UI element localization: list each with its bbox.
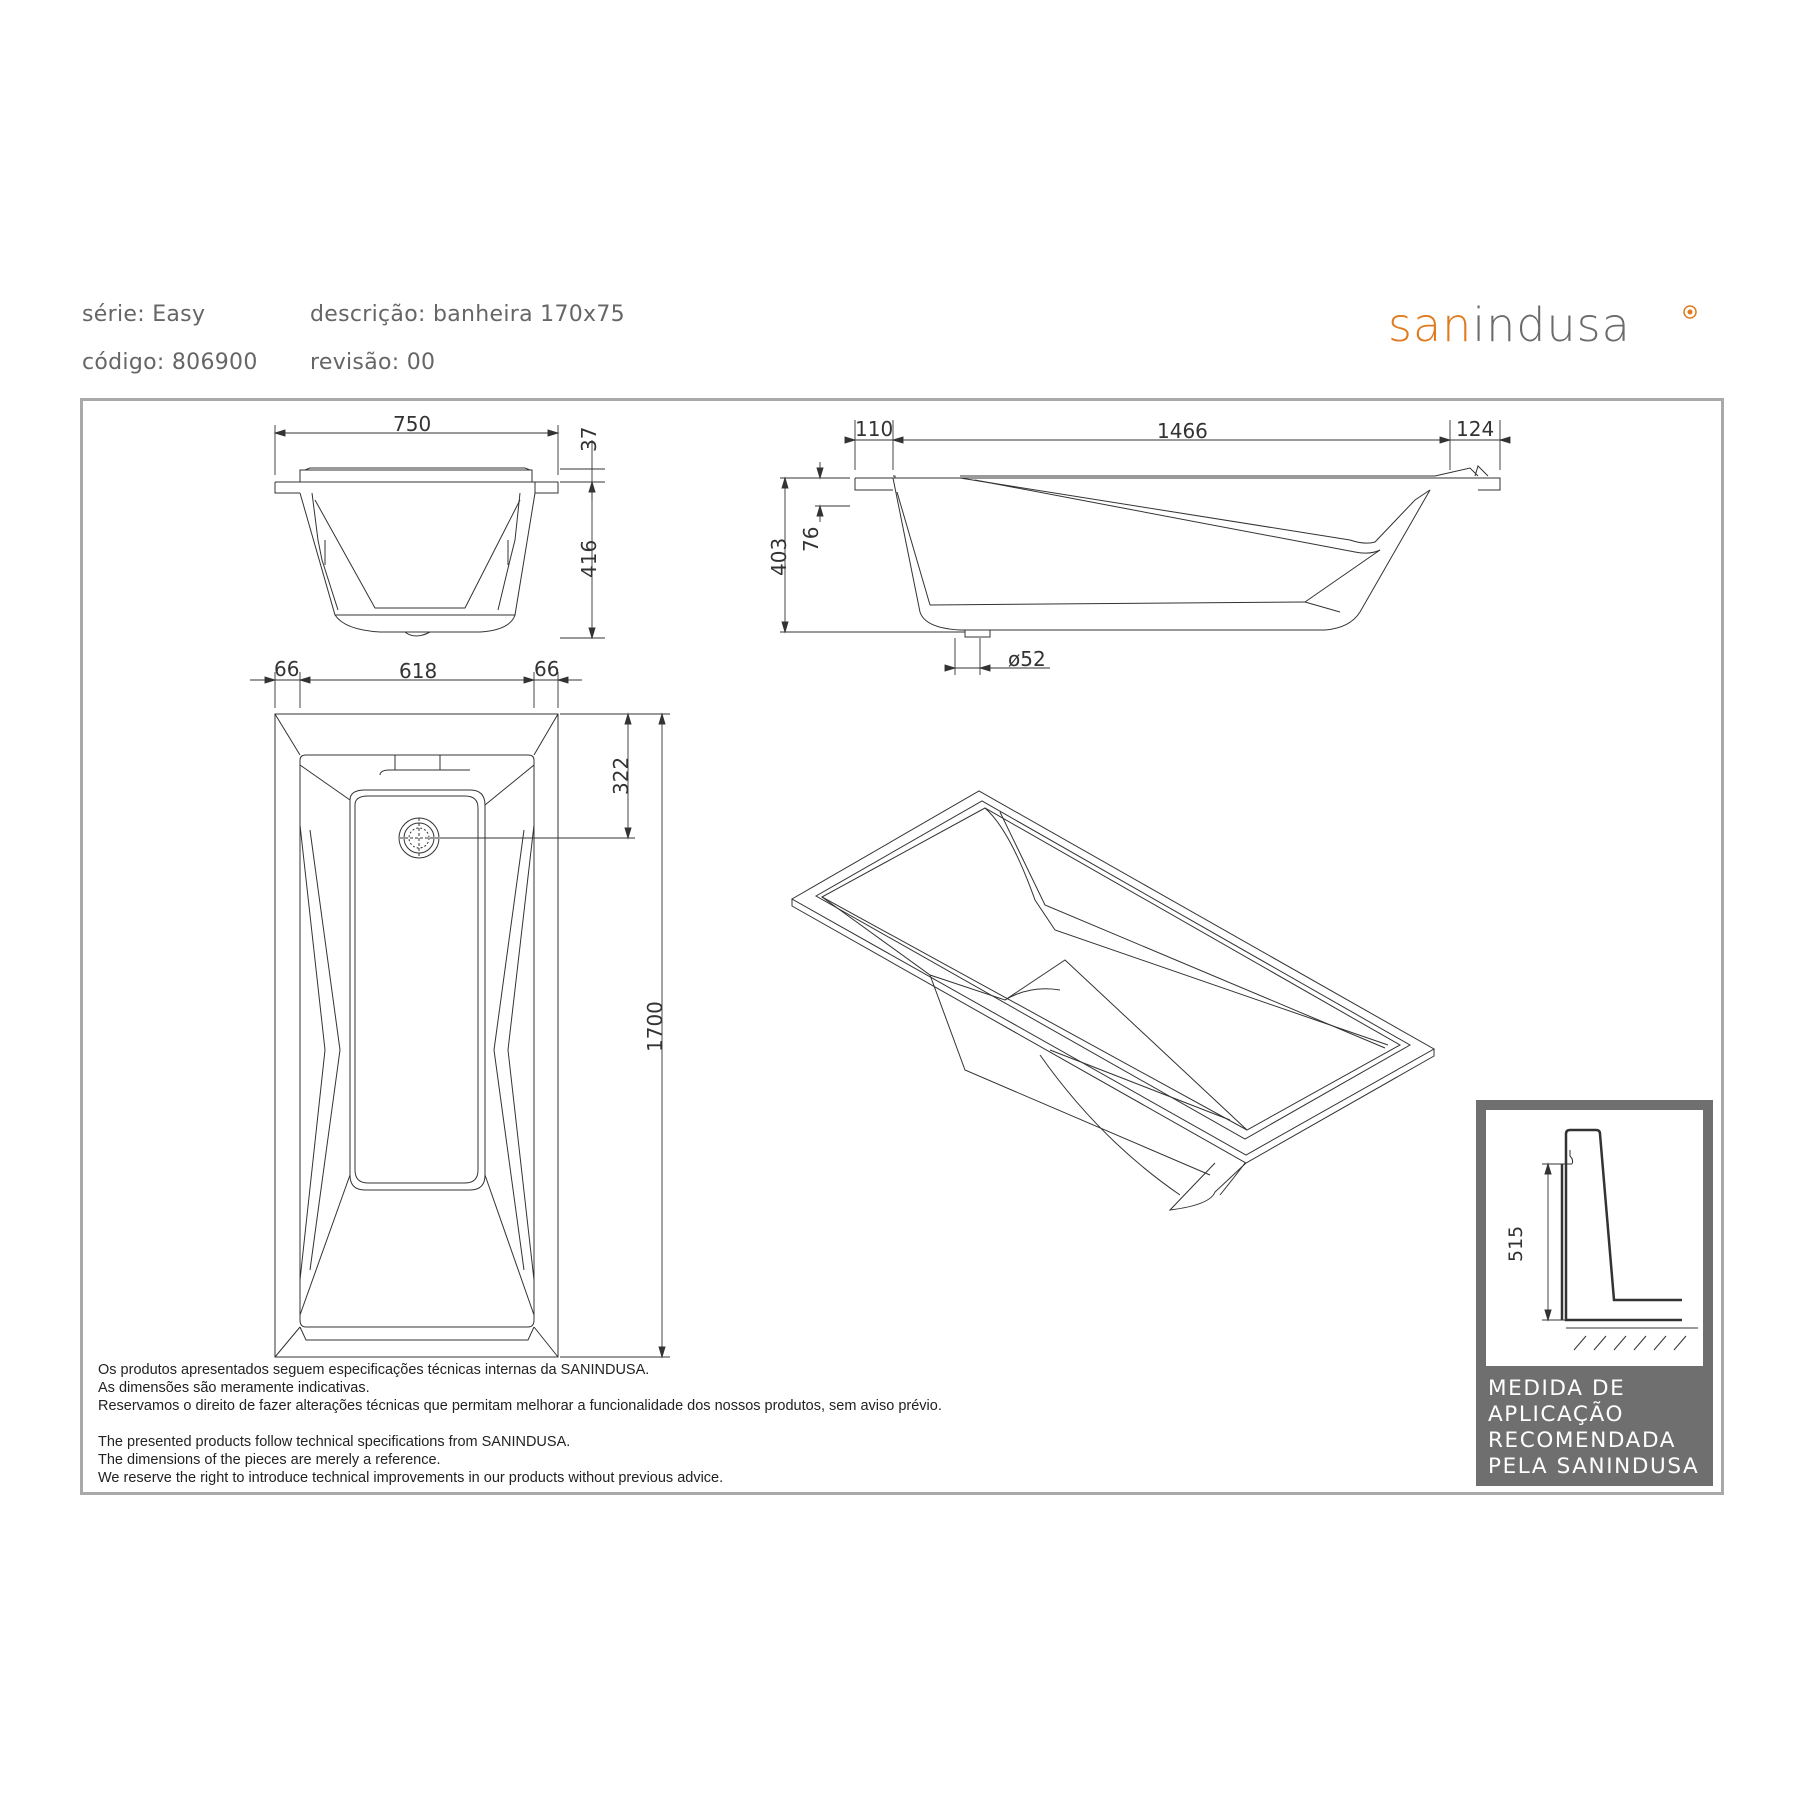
plan-view-dims [250,672,670,1357]
note-pt-2: As dimensões são meramente indicativas. [98,1380,370,1396]
dim-plan-length: 1700 [643,1001,667,1052]
note-en-3: We reserve the right to introduce technical improvements in our products without previous advice. [98,1470,724,1486]
dim-application-height: 515 [1505,1225,1527,1262]
dim-side-total-height: 403 [767,537,791,576]
application-line-4: PELA SANINDUSA [1488,1454,1700,1479]
note-en-1: The presented products follow technical specifications from SANINDUSA. [98,1434,571,1450]
dim-plan-drain-offset: 322 [609,756,633,795]
application-line-2: APLICAÇÃO [1488,1402,1624,1427]
note-pt-1: Os produtos apresentados seguem especificações técnicas internas da SANINDUSA. [98,1362,650,1378]
application-detail [1486,1110,1703,1366]
logo-part-san: san [1388,298,1473,352]
dim-rim-height: 37 [577,426,601,452]
application-box [1476,1100,1713,1486]
note-en-2: The dimensions of the pieces are merely a reference. [98,1452,441,1468]
plan-view [275,714,558,1357]
dim-side-step: 76 [799,526,823,552]
side-view [855,466,1500,637]
dimension-labels [274,412,1494,1052]
serie-label: série: Easy [82,302,206,327]
descricao-label: descrição: banheira 170x75 [310,302,625,327]
logo-part-indusa: indusa [1472,298,1631,352]
dim-side-length: 1466 [1157,419,1208,443]
dim-end-width: 750 [393,412,432,436]
application-line-1: MEDIDA DE [1488,1376,1626,1401]
application-line-3: RECOMENDADA [1488,1428,1677,1453]
dim-plan-right: 66 [534,657,560,681]
codigo-label: código: 806900 [82,350,258,375]
end-view-dims [275,425,605,638]
perspective-view [792,791,1434,1210]
end-view [275,468,558,636]
application-caption [1488,1376,1699,1480]
dim-plan-inner: 618 [399,659,438,683]
revisao-label: revisão: 00 [310,350,436,375]
dim-side-right: 124 [1456,417,1495,441]
note-pt-3: Reservamos o direito de fazer alterações técnicas que permitam melhorar a funcionalidade dos nossos produtos, sem aviso prévio. [98,1398,942,1414]
application-section-diagram [1486,1110,1703,1366]
dim-end-depth: 416 [577,539,601,578]
dim-plan-left: 66 [274,657,300,681]
dim-side-left: 110 [855,417,894,441]
dim-drain-diameter: ø52 [1008,647,1046,671]
drain-icon [399,818,439,858]
side-view-dims [780,420,1510,675]
